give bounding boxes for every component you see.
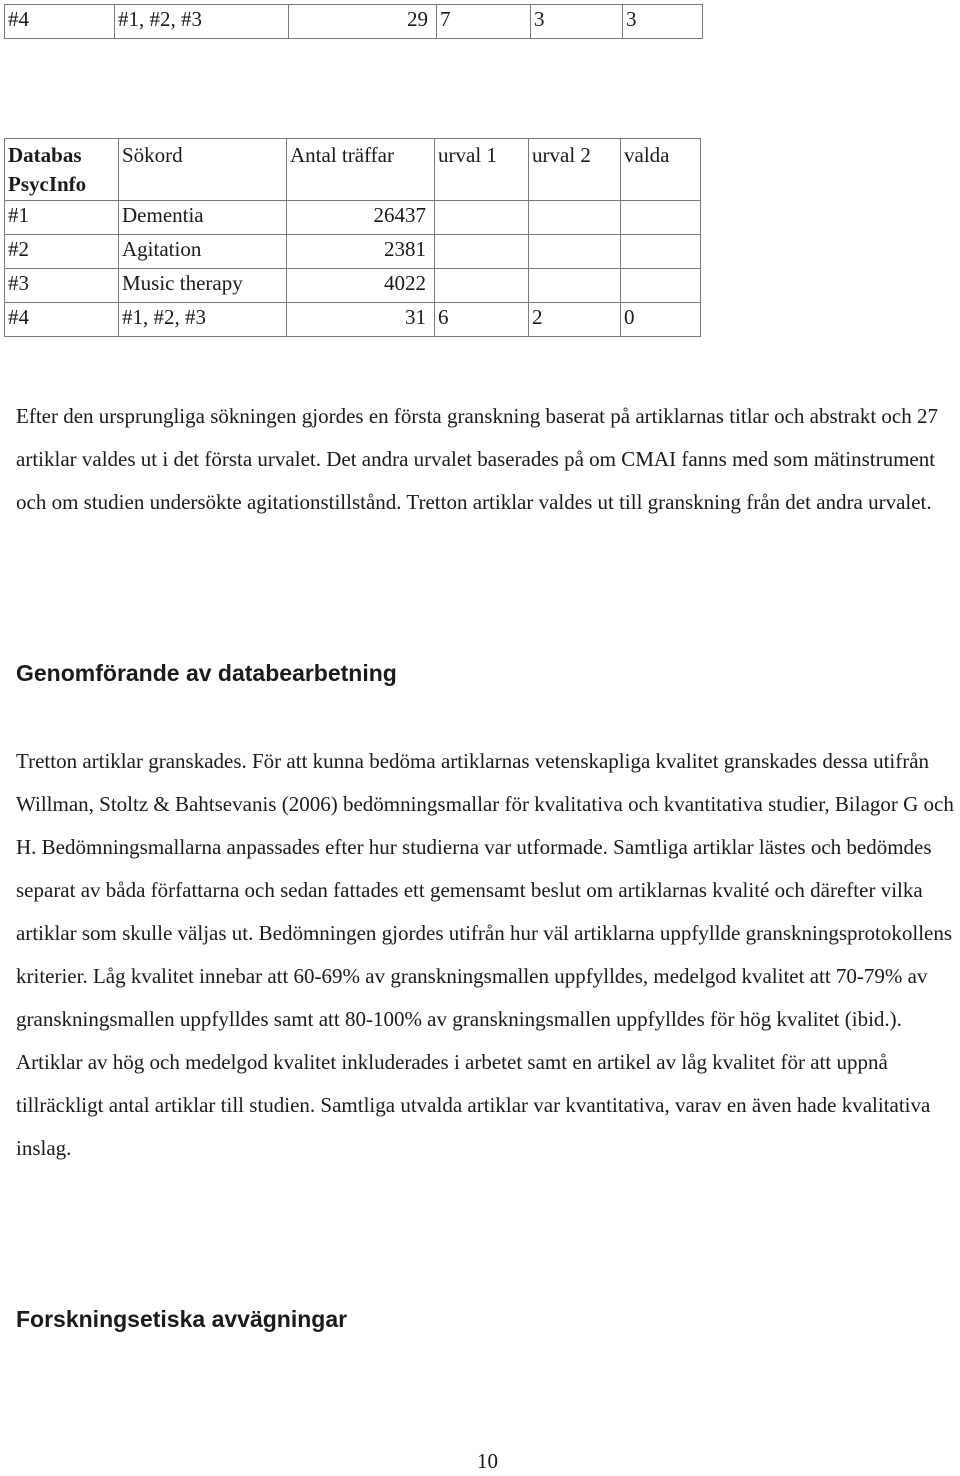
table-cell: 0 <box>621 303 701 337</box>
table-cell <box>435 269 529 303</box>
search-table-continuation <box>4 4 703 39</box>
table-cell <box>529 235 621 269</box>
header-databas-line1: Databas <box>8 143 82 167</box>
paragraph-data-processing: Tretton artiklar granskades. För att kunna bedöma artiklarnas vetenskapliga kvalitet granskades dessa utifrån Willman, Stoltz & Bahtsevanis (2006) bedömningsmallar för kvalitativa och kvantitativa studier, Bilagor G och H. Bedömningsmallarna anpassades efter hur studierna var utformade. Samtliga artiklar lästes och bedömdes separat av båda författarna och sedan fattades ett gemensamt beslut om artiklarnas kvalité och därefter vilka artiklar som skulle väljas ut. Bedömningen gjordes utifrån hur väl artiklarna uppfyllde granskningsprotokollens kriterier. Låg kvalitet innebar att 60-69% av granskningsmallen uppfylldes, medelgod kvalitet att 70-79% av granskningsmallen uppfylldes samt att 80-100% av granskningsmallen uppfylldes för hög kvalitet (ibid.). Artiklar av hög och medelgod kvalitet inkluderades i arbetet samt en artikel av låg kvalitet för att uppnå tillräckligt antal artiklar till studien. Samtliga utvalda artiklar var kvantitativa, varav en även hade kvalitativa inslag. <box>16 749 954 1160</box>
table-cell: Dementia <box>119 201 287 235</box>
header-databas <box>5 139 119 201</box>
table-row <box>5 201 701 235</box>
table-cell <box>621 235 701 269</box>
table-cell <box>529 269 621 303</box>
table-row <box>5 5 703 39</box>
table-cell <box>435 235 529 269</box>
table-cell: #1 <box>5 201 119 235</box>
table-cell: 6 <box>435 303 529 337</box>
table-cell: 2 <box>529 303 621 337</box>
table-header-row <box>5 139 701 201</box>
header-valda: valda <box>621 139 701 201</box>
table-cell <box>529 201 621 235</box>
table-cell <box>435 201 529 235</box>
header-databas-line2: PsycInfo <box>8 172 87 196</box>
table-cell: 26437 <box>287 201 435 235</box>
table-cell: #4 <box>5 5 115 39</box>
header-urval-1: urval 1 <box>435 139 529 201</box>
table-cell: 3 <box>531 5 623 39</box>
table-row <box>5 303 701 337</box>
section-heading-data-processing: Genomförande av databearbetning <box>16 660 397 686</box>
table-cell: #3 <box>5 269 119 303</box>
table-cell: 7 <box>437 5 531 39</box>
table-cell: 4022 <box>287 269 435 303</box>
header-urval-2: urval 2 <box>529 139 621 201</box>
table-cell: #1, #2, #3 <box>119 303 287 337</box>
header-sokord: Sökord <box>119 139 287 201</box>
table-cell: 2381 <box>287 235 435 269</box>
paragraph-search-selection: Efter den ursprungliga sökningen gjordes en första granskning baserat på artiklarnas titlar och abstrakt och 27 artiklar valdes ut i det första urvalet. Det andra urvalet baserades på om CMAI fanns med som mätinstrument och om studien undersökte agitationstillstånd. Tretton artiklar valdes ut till granskning från det andra urvalet. <box>16 404 938 514</box>
table-cell <box>621 269 701 303</box>
page-number: 10 <box>477 1449 498 1473</box>
psycinfo-search-table <box>4 138 701 337</box>
table-row <box>5 235 701 269</box>
table-cell <box>621 201 701 235</box>
table-cell: #1, #2, #3 <box>115 5 289 39</box>
table-cell: 3 <box>623 5 703 39</box>
table-row <box>5 269 701 303</box>
table-cell: Music therapy <box>119 269 287 303</box>
section-heading-research-ethics: Forskningsetiska avvägningar <box>16 1306 348 1332</box>
table-cell: Agitation <box>119 235 287 269</box>
table-cell: #4 <box>5 303 119 337</box>
table-cell: 29 <box>289 5 437 39</box>
table-cell: #2 <box>5 235 119 269</box>
header-antal-traffar: Antal träffar <box>287 139 435 201</box>
table-cell: 31 <box>287 303 435 337</box>
